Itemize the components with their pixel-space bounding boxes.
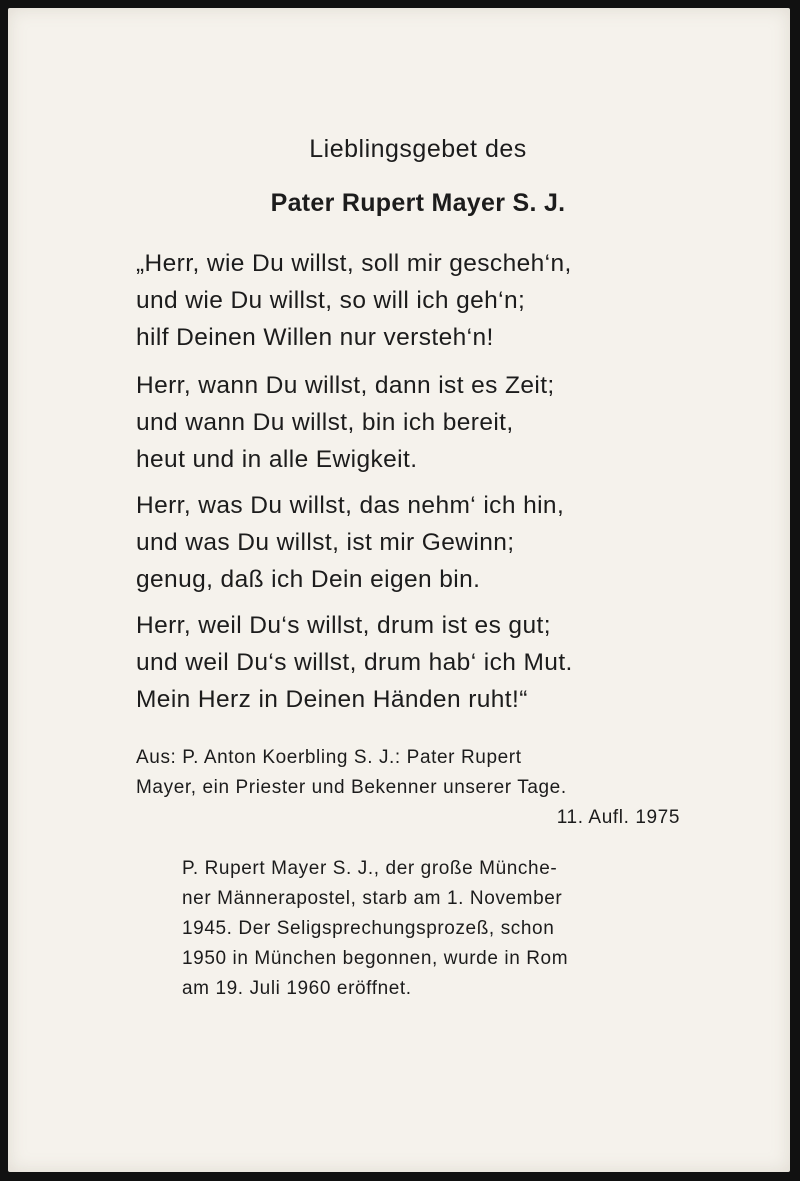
verse-line: „Herr, wie Du willst, soll mir gescheh‘n, bbox=[136, 250, 572, 277]
verse-line: genug, daß ich Dein eigen bin. bbox=[136, 566, 481, 593]
biographical-note bbox=[182, 854, 682, 1004]
note-line: am 19. Juli 1960 eröffnet. bbox=[182, 978, 412, 999]
verse-line: Herr, was Du willst, das nehm‘ ich hin, bbox=[136, 492, 565, 519]
verse-line: und weil Du‘s willst, drum hab‘ ich Mut. bbox=[136, 649, 573, 676]
verse-line: und was Du willst, ist mir Gewinn; bbox=[136, 529, 515, 556]
prayer-stanza-4 bbox=[136, 607, 696, 718]
source-citation bbox=[136, 743, 680, 833]
note-line: ner Männerapostel, starb am 1. November bbox=[182, 888, 563, 909]
heading-title: Pater Rupert Mayer S. J. bbox=[270, 189, 566, 217]
prayer-card bbox=[8, 8, 790, 1172]
verse-line: Mein Herz in Deinen Händen ruht!“ bbox=[136, 686, 528, 713]
source-line: Mayer, ein Priester und Bekenner unserer Tage. bbox=[136, 777, 567, 798]
prayer-stanza-1 bbox=[136, 245, 696, 356]
verse-line: Herr, weil Du‘s willst, drum ist es gut; bbox=[136, 612, 551, 639]
verse-line: hilf Deinen Willen nur versteh‘n! bbox=[136, 324, 494, 351]
verse-line: Herr, wann Du willst, dann ist es Zeit; bbox=[136, 372, 555, 399]
note-line: 1950 in München begonnen, wurde in Rom bbox=[182, 948, 569, 969]
source-line: Aus: P. Anton Koerbling S. J.: Pater Rupert bbox=[136, 747, 522, 768]
note-line: P. Rupert Mayer S. J., der große Münche- bbox=[182, 858, 558, 879]
verse-line: heut und in alle Ewigkeit. bbox=[136, 446, 418, 473]
note-line: 1945. Der Seligsprechungsprozeß, schon bbox=[182, 918, 555, 939]
heading-subtitle: Lieblingsgebet des bbox=[309, 135, 527, 163]
prayer-stanza-3 bbox=[136, 487, 696, 598]
verse-line: und wann Du willst, bin ich bereit, bbox=[136, 409, 514, 436]
prayer-stanza-2 bbox=[136, 367, 696, 478]
source-edition: 11. Aufl. 1975 bbox=[556, 807, 680, 828]
verse-line: und wie Du willst, so will ich geh‘n; bbox=[136, 287, 526, 314]
